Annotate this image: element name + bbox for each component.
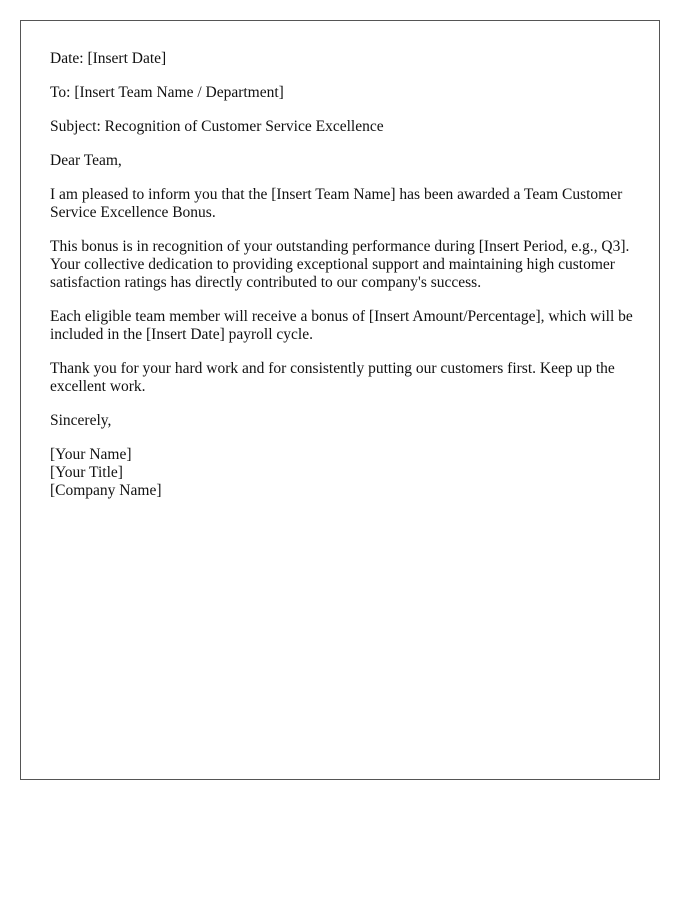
- closing: Sincerely,: [50, 412, 112, 429]
- signer-name: [Your Name]: [50, 446, 132, 463]
- signer-title: [Your Title]: [50, 464, 123, 481]
- paragraph-bonus-details: Each eligible team member will receive a bonus of [Insert Amount/Percentage], which will be included in the [Insert Date] payroll cycle.: [50, 308, 633, 343]
- letter-body: [50, 50, 640, 500]
- paragraph-award: I am pleased to inform you that the [Insert Team Name] has been awarded a Team Customer Service Excellence Bonus.: [50, 186, 623, 221]
- recipient-line: To: [Insert Team Name / Department]: [50, 84, 284, 101]
- paragraph-thanks: Thank you for your hard work and for consistently putting our customers first. Keep up the excellent work.: [50, 360, 615, 395]
- subject-line: Subject: Recognition of Customer Service Excellence: [50, 118, 384, 135]
- company-name: [Company Name]: [50, 482, 162, 499]
- letter-page: [20, 20, 660, 780]
- signature-block: [50, 446, 640, 500]
- salutation: Dear Team,: [50, 152, 122, 169]
- date-line: Date: [Insert Date]: [50, 50, 167, 67]
- paragraph-recognition: This bonus is in recognition of your outstanding performance during [Insert Period, e.g., Q3]. Your collective dedication to providing exceptional support and maintaining high customer satisfaction ratings has directly contributed to our company's success.: [50, 238, 630, 291]
